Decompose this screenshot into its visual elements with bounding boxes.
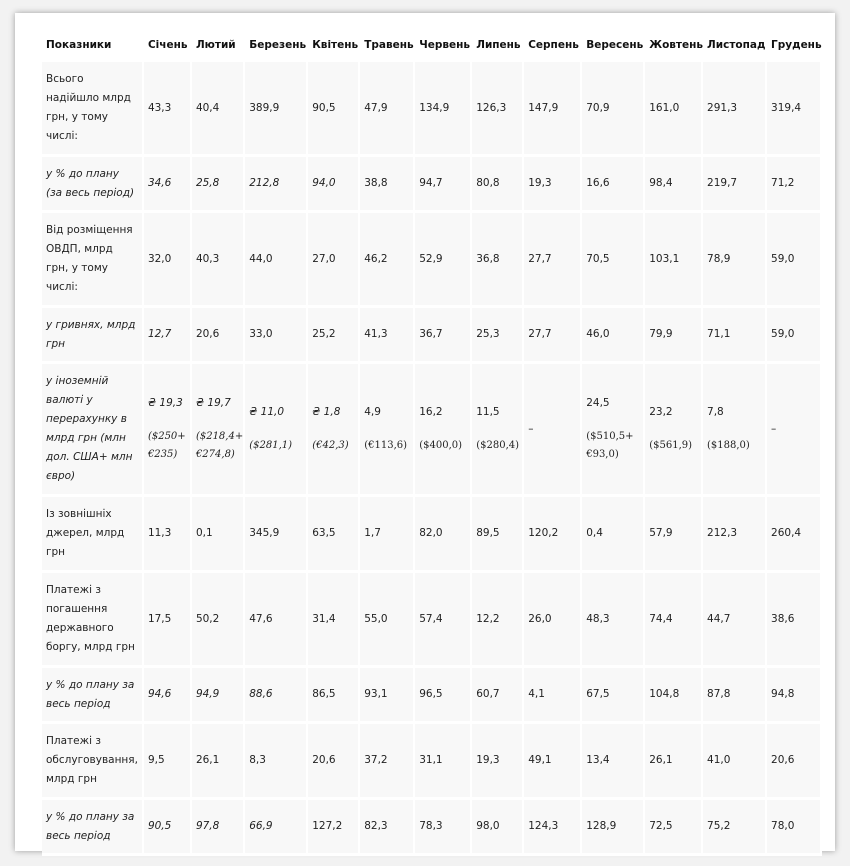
table-cell: 40,3: [192, 213, 245, 308]
table-row: [42, 668, 822, 724]
table-cell: 63,5: [308, 497, 360, 573]
table-cell: 11,3: [144, 497, 192, 573]
cell-sub-value: ($510,5+ €93,0): [586, 431, 634, 460]
table-cell: 212,3: [703, 497, 767, 573]
cell-main-value: 11,5: [476, 406, 500, 418]
table-cell: 49,1: [524, 724, 582, 800]
header-row: [42, 28, 822, 62]
table-cell: 31,1: [415, 724, 472, 800]
table-cell: [472, 364, 524, 497]
table-cell: [360, 364, 415, 497]
table-cell: 17,5: [144, 573, 192, 668]
table-cell: 26,0: [524, 573, 582, 668]
table-cell: 38,6: [767, 573, 822, 668]
table-cell: [415, 364, 472, 497]
table-cell: 98,0: [472, 800, 524, 856]
table-row: [42, 308, 822, 364]
table-cell: [144, 364, 192, 497]
header-cell: Червень: [419, 39, 471, 51]
row-label: у гривнях, млрд грн: [42, 308, 144, 364]
table-cell: 36,8: [472, 213, 524, 308]
table-cell: 60,7: [472, 668, 524, 724]
table-cell: 47,6: [245, 573, 308, 668]
table-cell: 48,3: [582, 573, 645, 668]
table-cell: 44,7: [703, 573, 767, 668]
header-cell: Серпень: [528, 39, 579, 51]
row-label: Із зовнішніх джерел, млрд грн: [42, 497, 144, 573]
table-row: [42, 724, 822, 800]
table-cell: 93,1: [360, 668, 415, 724]
table-cell: 55,0: [360, 573, 415, 668]
cell-sub-value: ($250+ €235): [147, 431, 186, 460]
table-cell: 8,3: [245, 724, 308, 800]
header-cell: Грудень: [771, 39, 822, 51]
table-cell: 96,5: [415, 668, 472, 724]
row-label: Платежі з погашення державного боргу, млрд грн: [42, 573, 144, 668]
table-cell: 94,7: [415, 157, 472, 213]
table-cell: 9,5: [144, 724, 192, 800]
cell-main-value: 7,8: [707, 406, 724, 418]
header-cell: Березень: [249, 39, 307, 51]
table-row: [42, 157, 822, 213]
table-cell: 40,4: [192, 62, 245, 157]
cell-sub-value: ($561,9): [649, 440, 693, 451]
table-cell: [524, 364, 582, 497]
table-cell: 72,5: [645, 800, 703, 856]
table-cell: 27,7: [524, 308, 582, 364]
table-cell: 20,6: [308, 724, 360, 800]
table-cell: 41,0: [703, 724, 767, 800]
table-cell: 33,0: [245, 308, 308, 364]
table-cell: 86,5: [308, 668, 360, 724]
table-cell: 44,0: [245, 213, 308, 308]
table-cell: 20,6: [767, 724, 822, 800]
table-cell: 4,1: [524, 668, 582, 724]
cell-sub-value: (€113,6): [364, 440, 408, 451]
table-cell: 82,0: [415, 497, 472, 573]
table-cell: 37,2: [360, 724, 415, 800]
cell-sub-value: ($400,0): [419, 440, 463, 451]
table-container: [15, 13, 835, 851]
table-cell: 90,5: [308, 62, 360, 157]
header-cell: Травень: [364, 39, 414, 51]
table-cell: 124,3: [524, 800, 582, 856]
table-cell: 1,7: [360, 497, 415, 573]
table-cell: 103,1: [645, 213, 703, 308]
cell-main-value: ₴ 19,7: [195, 397, 231, 409]
table-cell: 88,6: [245, 668, 308, 724]
row-label: у % до плану за весь період: [42, 668, 144, 724]
table-cell: 52,9: [415, 213, 472, 308]
table-cell: 25,3: [472, 308, 524, 364]
table-cell: 126,3: [472, 62, 524, 157]
table-cell: 19,3: [524, 157, 582, 213]
table-cell: 127,2: [308, 800, 360, 856]
table-cell: 27,7: [524, 213, 582, 308]
table-cell: 134,9: [415, 62, 472, 157]
table-cell: [645, 364, 703, 497]
table-cell: 94,8: [767, 668, 822, 724]
row-label: Від розміщення ОВДП, млрд грн, у тому числі:: [42, 213, 144, 308]
table-cell: 0,1: [192, 497, 245, 573]
table-cell: 94,0: [308, 157, 360, 213]
header-cell: Липень: [476, 39, 521, 51]
row-label: Всього надійшло млрд грн, у тому числі:: [42, 62, 144, 157]
row-label: у іноземній валюті у перерахунку в млрд грн (млн дол. США+ млн євро): [42, 364, 144, 497]
header-cell: Показники: [46, 39, 112, 51]
header-cell: Лютий: [195, 39, 236, 51]
table-cell: 0,4: [582, 497, 645, 573]
table-cell: 94,9: [192, 668, 245, 724]
table-row: [42, 213, 822, 308]
table-cell: 12,7: [144, 308, 192, 364]
table-cell: 70,5: [582, 213, 645, 308]
cell-main-value: –: [771, 422, 777, 435]
table-cell: 27,0: [308, 213, 360, 308]
table-cell: 219,7: [703, 157, 767, 213]
table-cell: [767, 364, 822, 497]
table-cell: 89,5: [472, 497, 524, 573]
table-cell: 41,3: [360, 308, 415, 364]
header-cell: Квітень: [312, 39, 359, 51]
cell-main-value: –: [528, 422, 534, 435]
table-row: [42, 573, 822, 668]
table-cell: 50,2: [192, 573, 245, 668]
table-cell: 97,8: [192, 800, 245, 856]
table-row: [42, 364, 822, 497]
table-cell: 80,8: [472, 157, 524, 213]
table-cell: [245, 364, 308, 497]
table-cell: 19,3: [472, 724, 524, 800]
table-cell: 74,4: [645, 573, 703, 668]
table-cell: 57,4: [415, 573, 472, 668]
table-cell: 46,2: [360, 213, 415, 308]
table-cell: 78,0: [767, 800, 822, 856]
table-cell: 43,3: [144, 62, 192, 157]
cell-sub-value: ($188,0): [707, 440, 750, 451]
cell-sub-value: ($280,4): [476, 440, 520, 451]
debt-table: [42, 28, 822, 856]
row-label: у % до плану (за весь період): [42, 157, 144, 213]
table-cell: 26,1: [192, 724, 245, 800]
table-cell: 98,4: [645, 157, 703, 213]
table-cell: 25,8: [192, 157, 245, 213]
table-cell: 71,1: [703, 308, 767, 364]
table-cell: 71,2: [767, 157, 822, 213]
table-cell: 20,6: [192, 308, 245, 364]
cell-main-value: 24,5: [586, 397, 610, 409]
table-cell: 66,9: [245, 800, 308, 856]
table-cell: 78,3: [415, 800, 472, 856]
header-cell: Вересень: [586, 39, 644, 51]
table-cell: 319,4: [767, 62, 822, 157]
cell-main-value: ₴ 19,3: [147, 397, 183, 409]
table-cell: 70,9: [582, 62, 645, 157]
cell-main-value: 23,2: [649, 406, 673, 418]
cell-sub-value: (€42,3): [312, 440, 349, 451]
table-cell: 128,9: [582, 800, 645, 856]
table-cell: 26,1: [645, 724, 703, 800]
cell-main-value: 4,9: [364, 406, 381, 418]
table-cell: 78,9: [703, 213, 767, 308]
table-cell: 260,4: [767, 497, 822, 573]
table-cell: 212,8: [245, 157, 308, 213]
cell-main-value: 16,2: [419, 406, 443, 418]
cell-main-value: ₴ 1,8: [312, 406, 341, 418]
table-cell: 34,6: [144, 157, 192, 213]
table-cell: [192, 364, 245, 497]
table-cell: 291,3: [703, 62, 767, 157]
table-row: [42, 800, 822, 856]
table-cell: [703, 364, 767, 497]
table-cell: 104,8: [645, 668, 703, 724]
table-row: [42, 497, 822, 573]
table-cell: 345,9: [245, 497, 308, 573]
cell-main-value: ₴ 11,0: [249, 406, 285, 418]
table-cell: 87,8: [703, 668, 767, 724]
table-row: [42, 62, 822, 157]
table-cell: 82,3: [360, 800, 415, 856]
table-cell: 32,0: [144, 213, 192, 308]
table-cell: 389,9: [245, 62, 308, 157]
cell-sub-value: ($218,4+ €274,8): [195, 431, 244, 460]
row-label: Платежі з обслуговування, млрд грн: [42, 724, 144, 800]
cell-sub-value: ($281,1): [249, 440, 293, 451]
row-label: у % до плану за весь період: [42, 800, 144, 856]
table-cell: [582, 364, 645, 497]
table-cell: 31,4: [308, 573, 360, 668]
header-cell: Листопад: [707, 39, 766, 51]
table-cell: 59,0: [767, 308, 822, 364]
header-cell: Жовтень: [649, 39, 704, 51]
table-cell: 147,9: [524, 62, 582, 157]
table-cell: 25,2: [308, 308, 360, 364]
header-cell: Січень: [147, 39, 188, 51]
table-cell: 38,8: [360, 157, 415, 213]
table-cell: 59,0: [767, 213, 822, 308]
table-cell: 67,5: [582, 668, 645, 724]
table-cell: 16,6: [582, 157, 645, 213]
table-cell: 12,2: [472, 573, 524, 668]
table-cell: 79,9: [645, 308, 703, 364]
table-cell: 13,4: [582, 724, 645, 800]
table-cell: 120,2: [524, 497, 582, 573]
table-cell: 47,9: [360, 62, 415, 157]
table-cell: 94,6: [144, 668, 192, 724]
table-cell: 90,5: [144, 800, 192, 856]
table-cell: 75,2: [703, 800, 767, 856]
table-cell: 57,9: [645, 497, 703, 573]
table-cell: 161,0: [645, 62, 703, 157]
table-cell: 46,0: [582, 308, 645, 364]
table-cell: 36,7: [415, 308, 472, 364]
table-cell: [308, 364, 360, 497]
